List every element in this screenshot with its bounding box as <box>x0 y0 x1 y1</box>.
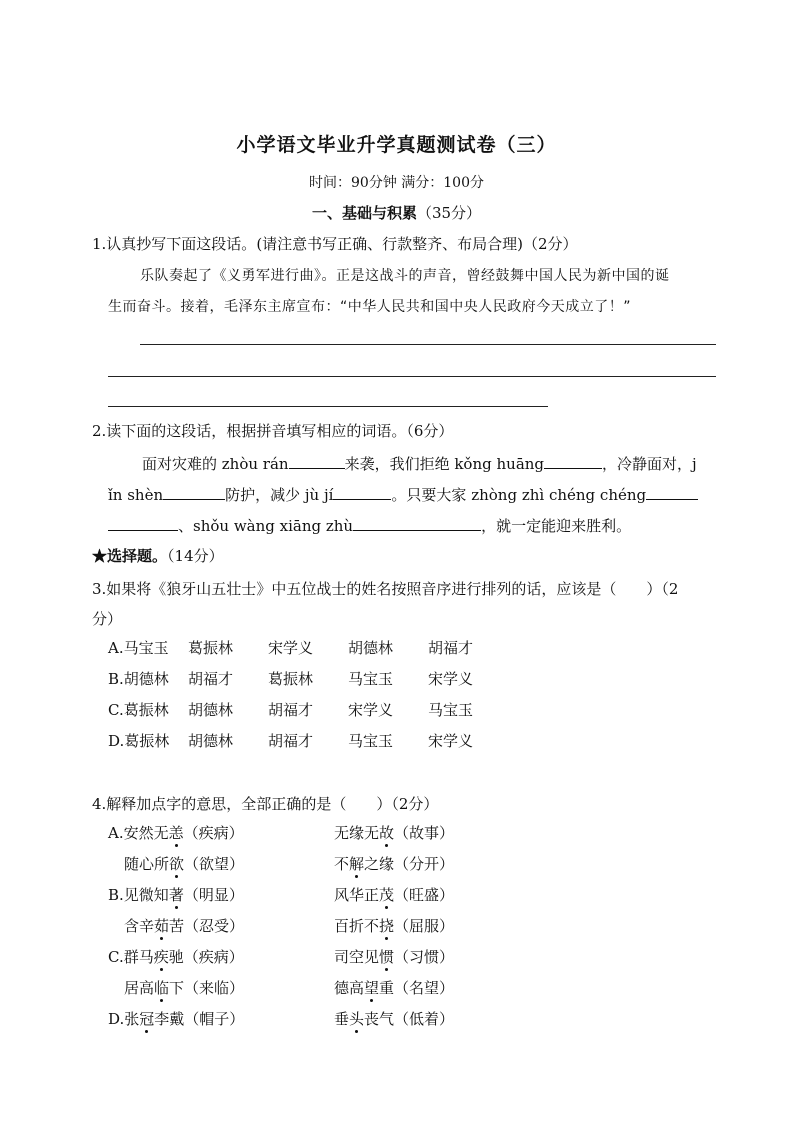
q2-text: 来袭，我们拒绝 kǒng huāng <box>344 455 545 473</box>
idiom-meaning: （习惯） <box>394 948 455 966</box>
idiom-text: 垂 <box>334 1010 350 1028</box>
q4-right-item <box>334 1003 534 1034</box>
idiom-meaning: （旺盛） <box>394 886 455 904</box>
idiom-text: 风华正 <box>334 886 380 904</box>
idiom-text: 张 <box>124 1010 140 1028</box>
option-label: B. <box>108 886 124 904</box>
q3-option-name: 葛振林 <box>188 639 234 657</box>
q2-text: ǐn shèn <box>108 486 164 504</box>
option-label: D. <box>108 1010 125 1028</box>
q3-option-name: 胡福才 <box>268 701 314 719</box>
answer-blank[interactable] <box>353 515 481 531</box>
copy-line-3[interactable] <box>108 406 548 407</box>
q2-text: 防护，减少 jù jí <box>225 486 334 504</box>
dotted-char: 头 <box>349 1010 365 1028</box>
q4-option-row[interactable] <box>108 879 534 910</box>
q3-option-name: 胡福才 <box>188 670 234 688</box>
choice-section-score: （14分） <box>167 547 224 565</box>
idiom-text: 随心所 <box>124 855 170 873</box>
q3-option-name: 胡德林 <box>188 701 234 719</box>
idiom-meaning: 李戴（帽子） <box>154 1010 245 1028</box>
idiom-text: 见微知 <box>123 886 169 904</box>
idiom-text: 司空见 <box>334 948 380 966</box>
copy-line-1[interactable] <box>140 344 716 345</box>
idiom-meaning: （故事） <box>394 824 455 842</box>
idiom-meaning: 丧气（低着） <box>364 1010 455 1028</box>
idiom-meaning: 驰（疾病） <box>168 948 244 966</box>
q3-option-name: D.葛振林 <box>108 732 170 750</box>
q3-option-name: B.胡德林 <box>108 670 169 688</box>
idiom-meaning: （明显） <box>183 886 244 904</box>
idiom-text: 群马 <box>123 948 154 966</box>
q4-right-item <box>334 972 534 1003</box>
q4-option-row <box>108 972 534 1003</box>
q2-stem: 2.读下面的这段话，根据拼音填写相应的词语。（6分） <box>92 422 454 440</box>
q3-option-name: 宋学义 <box>428 670 474 688</box>
idiom-text: 不 <box>334 855 350 873</box>
q3-option-name: 胡德林 <box>188 732 234 750</box>
q3-option-name: 宋学义 <box>348 701 394 719</box>
q4-option-row[interactable] <box>108 941 534 972</box>
q3-option-name: 胡德林 <box>348 639 394 657</box>
q1-stem: 1.认真抄写下面这段话。(请注意书写正确、行款整齐、布局合理)（2分） <box>92 235 578 253</box>
q4-left-item <box>108 817 334 848</box>
q4-right-item <box>334 941 534 972</box>
idiom-meaning: 之缘（分开） <box>364 855 455 873</box>
exam-meta: 时间：90分钟 满分：100分 <box>309 175 484 191</box>
q2-text: ，冷静面对，j <box>602 455 697 473</box>
q4-left-item <box>108 1003 334 1034</box>
q4-option-row[interactable] <box>108 1003 534 1034</box>
q4-option-row <box>108 848 534 879</box>
q4-left-item <box>108 972 334 1003</box>
answer-blank[interactable] <box>544 453 602 469</box>
answer-blank[interactable] <box>108 515 178 531</box>
q2-row-2 <box>108 484 698 505</box>
dotted-char: 惯 <box>379 948 395 966</box>
q3-option-name: 马宝玉 <box>428 701 474 719</box>
dotted-char: 欲 <box>169 855 185 873</box>
q4-right-item <box>334 817 534 848</box>
q4-option-row[interactable] <box>108 817 534 848</box>
q2-row-1 <box>142 453 697 474</box>
section-heading <box>0 202 793 223</box>
q3-stem: 3.如果将《狼牙山五壮士》中五位战士的姓名按照音序进行排列的话，应该是（ ）（2 <box>92 580 679 598</box>
idiom-text: 无缘无 <box>334 824 380 842</box>
option-label: A. <box>108 824 124 842</box>
q3-option-row[interactable] <box>108 663 508 694</box>
dotted-char: 茹 <box>154 917 170 935</box>
idiom-meaning: （屈服） <box>394 917 455 935</box>
idiom-meaning: 下（来临） <box>169 979 245 997</box>
q4-right-item <box>334 879 534 910</box>
idiom-meaning: （欲望） <box>184 855 245 873</box>
dotted-char: 冠 <box>139 1010 155 1028</box>
q2-text: ，就一定能迎来胜利。 <box>481 517 632 535</box>
q2-text: 、shǒu wàng xiāng zhù <box>178 517 354 535</box>
idiom-text: 德高 <box>334 979 365 997</box>
idiom-text: 居高 <box>124 979 155 997</box>
q4-option-row <box>108 910 534 941</box>
idiom-meaning: 苦（忍受） <box>169 917 245 935</box>
q3-option-name: 胡福才 <box>428 639 474 657</box>
q3-stem-cont: 分） <box>92 610 123 628</box>
answer-blank[interactable] <box>333 484 391 500</box>
dotted-char: 挠 <box>379 917 395 935</box>
q3-option-name: 葛振林 <box>268 670 314 688</box>
answer-blank[interactable] <box>646 484 698 500</box>
q4-right-item <box>334 848 534 879</box>
q4-left-item <box>108 941 334 972</box>
star-icon: ★ <box>92 547 108 565</box>
dotted-char: 恙 <box>168 824 184 842</box>
q3-option-name: 宋学义 <box>268 639 314 657</box>
section-score: （35分） <box>416 204 482 222</box>
copy-line-2[interactable] <box>108 376 716 377</box>
q1-passage-line2: 生而奋斗。接着，毛泽东主席宣布：“中华人民共和国中央人民政府今天成立了！” <box>108 299 632 315</box>
q3-option-row[interactable] <box>108 694 508 725</box>
option-label: C. <box>108 948 124 966</box>
dotted-char: 临 <box>154 979 170 997</box>
dotted-char: 解 <box>349 855 365 873</box>
q3-option-name: 马宝玉 <box>348 670 394 688</box>
section-label: 一、基础与积累 <box>311 204 417 222</box>
dotted-char: 茂 <box>379 886 395 904</box>
q1-passage-line1: 乐队奏起了《义勇军进行曲》。正是这战斗的声音，曾经鼓舞中国人民为新中国的诞 <box>140 268 670 284</box>
page-title: 小学语文毕业升学真题测试卷（三） <box>236 134 557 156</box>
q3-option-row[interactable] <box>108 632 508 663</box>
choice-section-heading <box>92 545 224 566</box>
answer-blank[interactable] <box>289 453 345 469</box>
q3-option-name: A.马宝玉 <box>108 639 169 657</box>
q4-options <box>108 817 534 1034</box>
q4-right-item <box>334 910 534 941</box>
idiom-text: 含辛 <box>124 917 155 935</box>
q3-option-row[interactable] <box>108 725 508 756</box>
q2-row-3 <box>108 515 631 536</box>
q3-option-name: C.葛振林 <box>108 701 169 719</box>
idiom-text: 百折不 <box>334 917 380 935</box>
q2-text: 面对灾难的 zhòu rán <box>142 455 289 473</box>
dotted-char: 故 <box>379 824 395 842</box>
dotted-char: 望 <box>364 979 380 997</box>
q3-option-name: 马宝玉 <box>348 732 394 750</box>
q3-option-name: 胡福才 <box>268 732 314 750</box>
q4-left-item <box>108 848 334 879</box>
q3-option-name: 宋学义 <box>428 732 474 750</box>
dotted-char: 著 <box>168 886 184 904</box>
dotted-char: 疾 <box>153 948 169 966</box>
q2-text: 。只要大家 zhòng zhì chéng chéng <box>391 486 647 504</box>
q4-left-item <box>108 910 334 941</box>
q4-left-item <box>108 879 334 910</box>
q3-options <box>108 632 508 756</box>
answer-blank[interactable] <box>163 484 225 500</box>
idiom-meaning: 重（名望） <box>379 979 455 997</box>
idiom-text: 安然无 <box>123 824 169 842</box>
choice-section-label: 选择题。 <box>107 547 168 565</box>
idiom-meaning: （疾病） <box>183 824 244 842</box>
q4-stem: 4.解释加点字的意思，全部正确的是（ ）（2分） <box>92 795 439 813</box>
